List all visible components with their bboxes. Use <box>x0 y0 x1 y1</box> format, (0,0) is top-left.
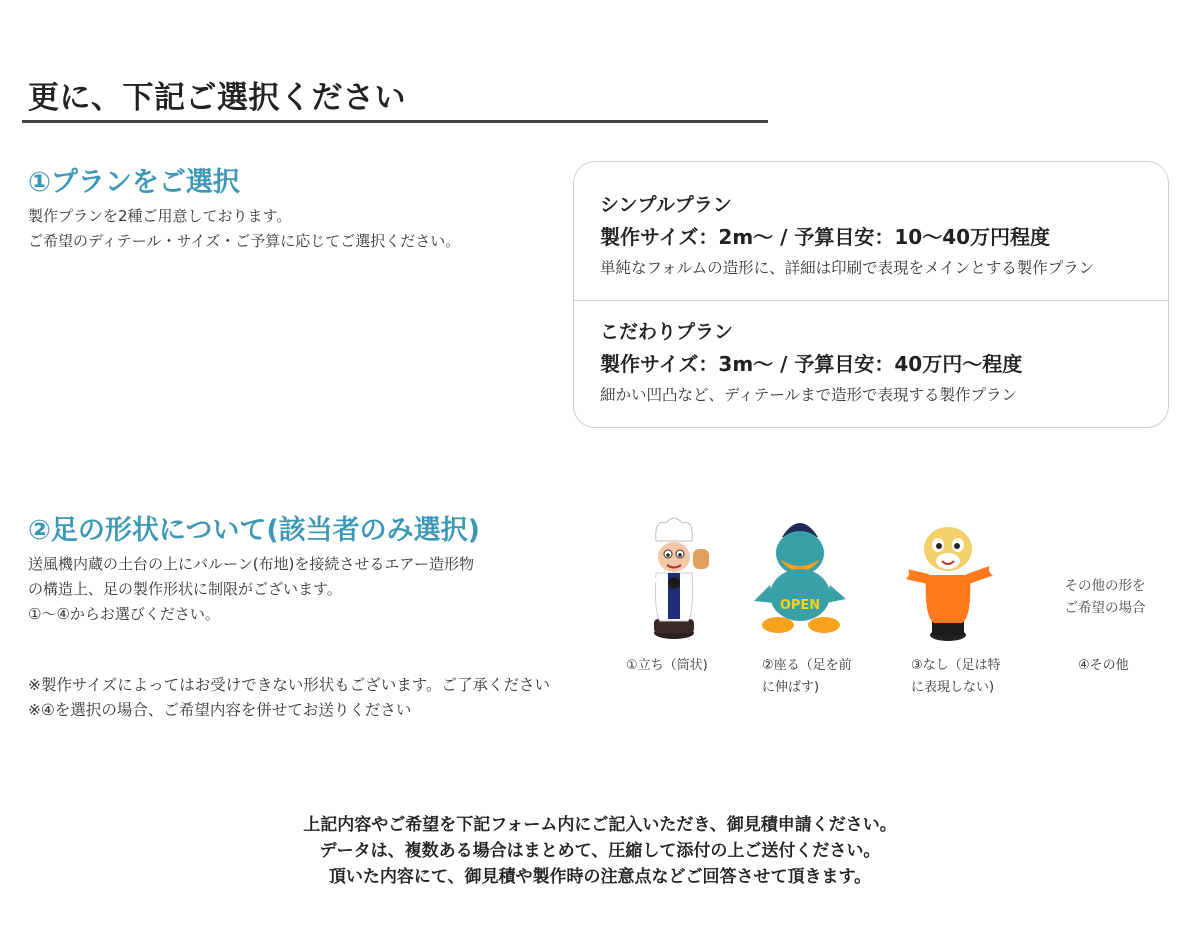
section2-line: ①〜④からお選びください。 <box>28 605 220 623</box>
option-caption-2 <box>762 655 852 699</box>
plan-spec: 製作サイズ：2m〜 / 予算目安：10〜40万円程度 <box>600 225 1051 249</box>
section2-title: ②足の形状について(該当者のみ選択) <box>28 515 480 546</box>
page-title: 更に、下記ご選択ください <box>28 80 406 116</box>
option-caption-4 <box>1078 655 1129 677</box>
note-line: ※④を選択の場合、ご希望内容を併せてお送りください <box>28 701 412 719</box>
title-underline <box>22 120 768 123</box>
caption-line: に表現しない) <box>911 680 995 695</box>
footer-line: データは、複数ある場合はまとめて、圧縮して添付の上ご送付ください。 <box>319 841 881 861</box>
chef-mascot-image <box>630 513 720 643</box>
plan-name: シンプルプラン <box>600 194 732 216</box>
plan-name: こだわりプラン <box>600 321 734 343</box>
placeholder-line: ご希望の場合 <box>1064 600 1146 616</box>
plan-desc: 単純なフォルムの造形に、詳細は印刷で表現をメインとする製作プラン <box>600 259 1095 277</box>
option-none[interactable] <box>898 513 1002 643</box>
option-caption-1 <box>626 655 708 677</box>
caption-line: ④その他 <box>1078 658 1129 673</box>
caption-line: ②座る（足を前 <box>762 658 852 673</box>
section2-line: の構造上、足の製作形状に制限がございます。 <box>28 580 342 598</box>
open-badge-text: OPEN <box>779 598 821 613</box>
section1-text <box>28 204 460 254</box>
section2-text <box>28 552 474 627</box>
plan-spec: 製作サイズ：3m〜 / 予算目安：40万円〜程度 <box>600 352 1023 376</box>
section2-notes <box>28 673 550 723</box>
cow-mascot-image <box>898 513 1002 643</box>
plan-desc: 細かい凹凸など、ディテールまで造形で表現する製作プラン <box>600 386 1017 404</box>
section1-line: 製作プランを2種ご用意しております。 <box>28 207 292 225</box>
option-caption-3 <box>911 655 1001 699</box>
option-sitting[interactable] <box>750 513 850 643</box>
option-standing[interactable] <box>630 513 720 643</box>
section1-line: ご希望のディテール・サイズ・ご予算に応じてご選択ください。 <box>28 232 461 250</box>
plan-divider <box>574 300 1169 301</box>
plan-simple[interactable] <box>600 190 1094 278</box>
duck-mascot-image <box>750 513 850 643</box>
caption-line: ③なし（足は特 <box>911 658 1001 673</box>
note-line: ※製作サイズによってはお受けできない形状もございます。ご了承ください <box>28 676 551 694</box>
section2-line: 送風機内蔵の土台の上にバルーン(布地)を接続させるエアー造形物 <box>28 555 474 573</box>
footer-instructions <box>0 812 1200 890</box>
caption-line: ①立ち（筒状) <box>626 658 708 673</box>
footer-line: 頂いた内容にて、御見積や製作時の注意点などご回答させて頂きます。 <box>328 867 872 887</box>
section1-title: ①プランをご選択 <box>28 167 240 198</box>
footer-line: 上記内容やご希望を下記フォーム内にご記入いただき、御見積申請ください。 <box>303 815 897 835</box>
caption-line: に伸ばす) <box>762 680 820 695</box>
placeholder-line: その他の形を <box>1064 578 1146 594</box>
plan-detailed[interactable] <box>600 317 1022 405</box>
option-other-placeholder[interactable] <box>1040 575 1170 619</box>
